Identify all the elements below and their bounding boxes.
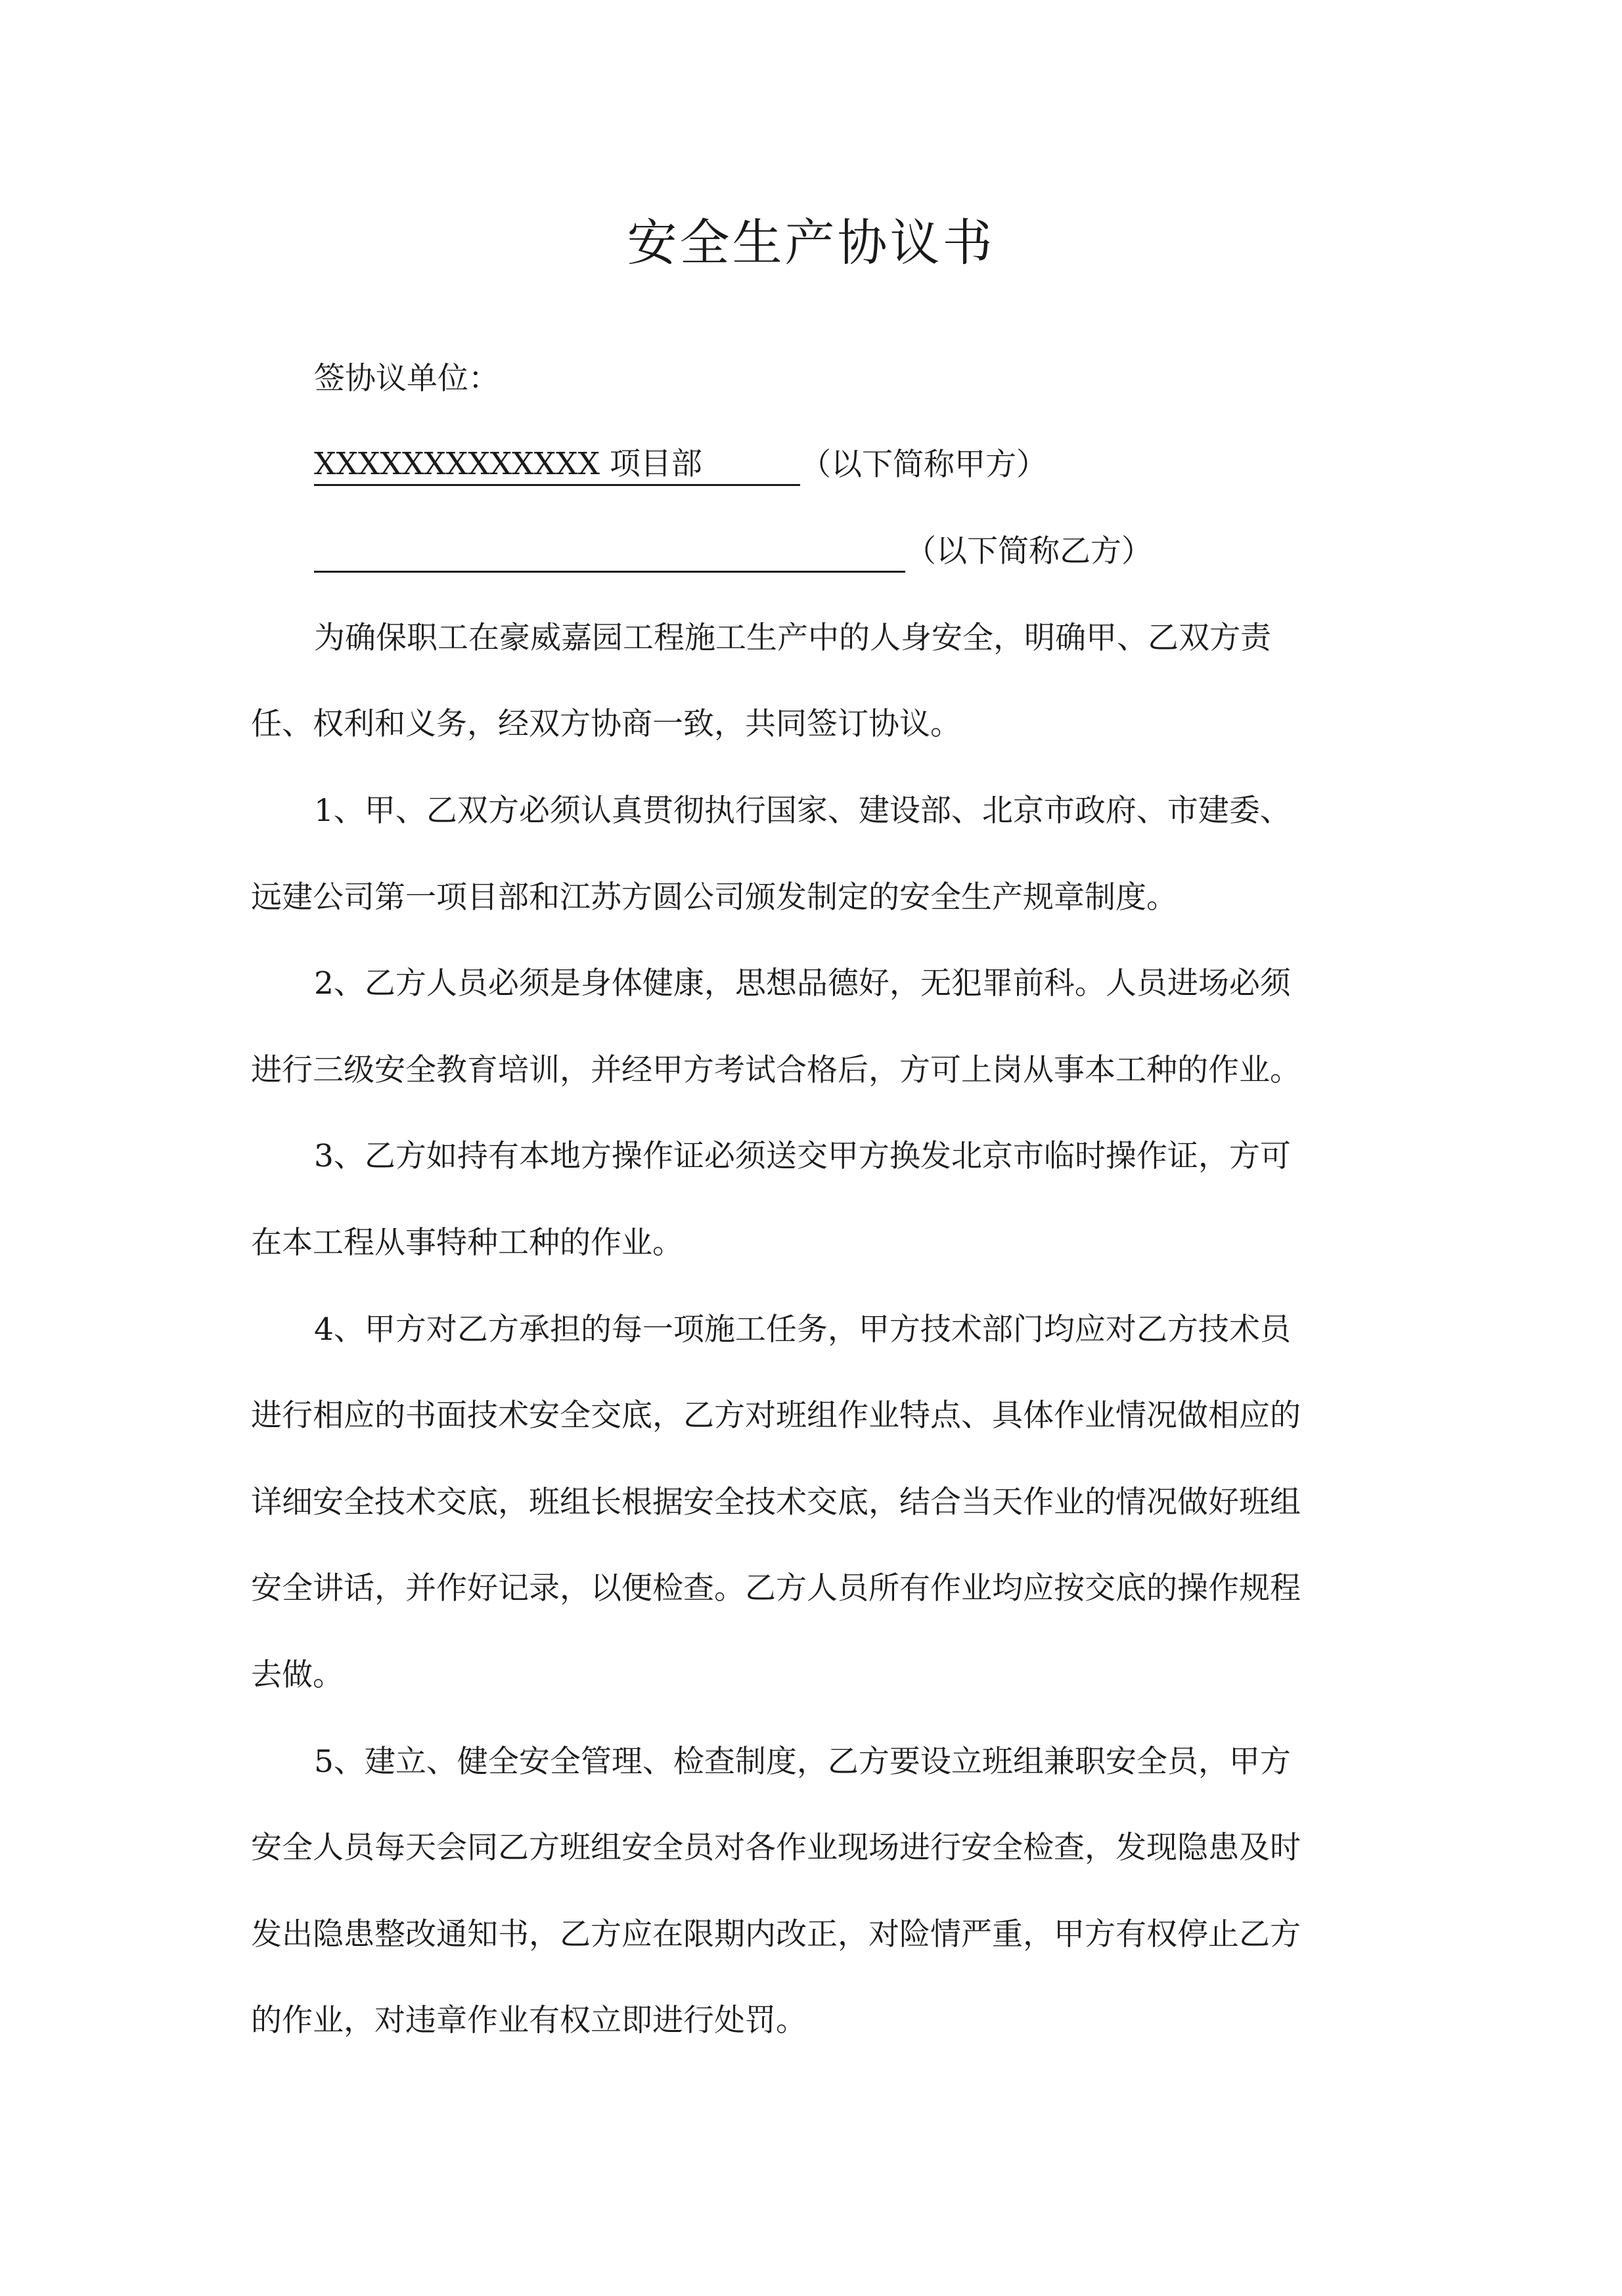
clause-2-line-1: 2、乙方人员必须是身体健康，思想品德好，无犯罪前科。人员进场必须 bbox=[314, 965, 1291, 1002]
clause-5-line-2: 安全人员每天会同乙方班组安全员对各作业现场进行安全检查，发现隐患及时 bbox=[251, 1830, 1301, 1866]
party-b-name-blank bbox=[314, 534, 905, 573]
intro-line-2: 任、权利和义务，经双方协商一致，共同签订协议。 bbox=[251, 706, 961, 742]
sign-label: 签协议单位： bbox=[314, 361, 499, 397]
party-a-line bbox=[314, 444, 1047, 486]
party-a-suffix: （以下简称甲方） bbox=[800, 447, 1047, 483]
clause-4-line-5: 去做。 bbox=[251, 1657, 344, 1693]
intro-line-1: 为确保职工在豪威嘉园工程施工生产中的人身安全，明确甲、乙双方责 bbox=[314, 620, 1271, 656]
document-title: 安全生产协议书 bbox=[627, 213, 995, 272]
clause-1-line-1: 1、甲、乙双方必须认真贯彻执行国家、建设部、北京市政府、市建委、 bbox=[314, 793, 1291, 829]
clause-4-line-4: 安全讲话，并作好记录，以便检查。乙方人员所有作业均应按交底的操作规程 bbox=[251, 1570, 1301, 1606]
clause-2-line-2: 进行三级安全教育培训，并经甲方考试合格后，方可上岗从事本工种的作业。 bbox=[251, 1052, 1301, 1088]
clause-4-line-2: 进行相应的书面技术安全交底，乙方对班组作业特点、具体作业情况做相应的 bbox=[251, 1398, 1301, 1434]
clause-1-line-2: 远建公司第一项目部和江苏方圆公司颁发制定的安全生产规章制度。 bbox=[251, 879, 1177, 916]
clause-4-line-3: 详细安全技术交底，班组长根据安全技术交底，结合当天作业的情况做好班组 bbox=[251, 1484, 1301, 1520]
party-b-line bbox=[314, 531, 1152, 573]
clause-3-line-1: 3、乙方如持有本地方操作证必须送交甲方换发北京市临时操作证，方可 bbox=[314, 1138, 1291, 1174]
party-a-name: XXXXXXXXXXXXX 项目部 bbox=[314, 445, 800, 486]
clause-5-line-1: 5、建立、健全安全管理、检查制度，乙方要设立班组兼职安全员，甲方 bbox=[314, 1744, 1291, 1780]
party-b-suffix: （以下简称乙方） bbox=[905, 533, 1152, 569]
clause-5-line-4: 的作业，对违章作业有权立即进行处罚。 bbox=[251, 2002, 807, 2039]
clause-3-line-2: 在本工程从事特种工种的作业。 bbox=[251, 1225, 683, 1261]
clause-5-line-3: 发出隐患整改通知书，乙方应在限期内改正，对险情严重，甲方有权停止乙方 bbox=[251, 1916, 1301, 1953]
clause-4-line-1: 4、甲方对乙方承担的每一项施工任务，甲方技术部门均应对乙方技术员 bbox=[314, 1312, 1291, 1348]
